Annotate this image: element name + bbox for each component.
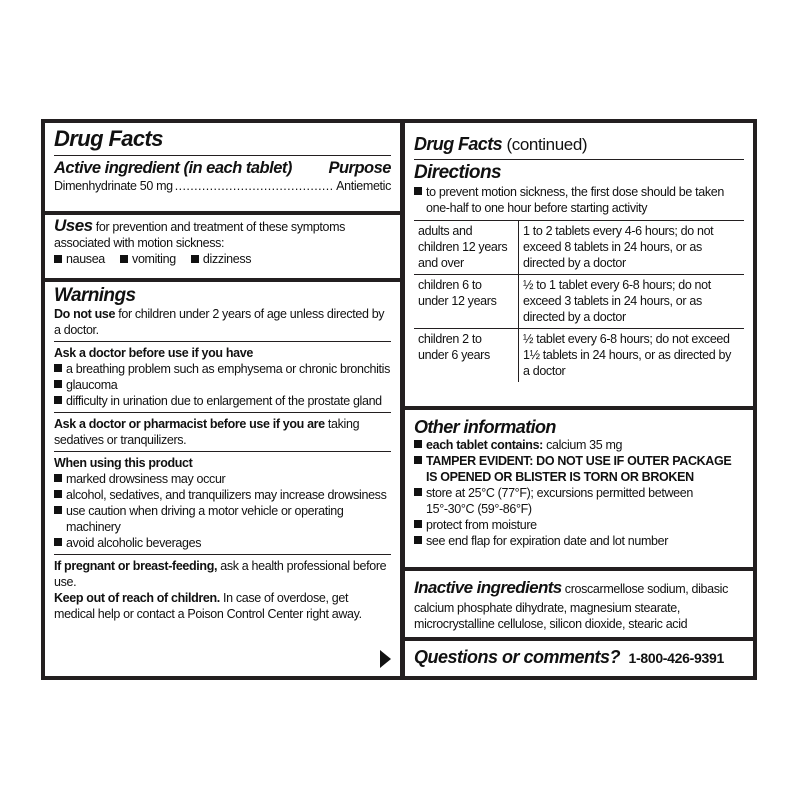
inactive-ingredients-text: croscarmellose sodium, dibasic calcium phosphate dihydrate, magnesium stearate, microcrystalline cellulose, silicon dioxide, stearic acid bbox=[414, 582, 728, 631]
bullet-square-icon bbox=[414, 187, 422, 195]
symptom-item: dizziness bbox=[191, 252, 251, 266]
symptom-item: nausea bbox=[54, 252, 105, 266]
tamper-evident-text: TAMPER EVIDENT: DO NOT USE IF OUTER PACKAGE IS OPENED OR BLISTER IS TORN OR BROKEN bbox=[426, 454, 732, 484]
children-text: In case of overdose, get medical help or contact a Poison Control Center right away. bbox=[54, 591, 362, 621]
age-group-cell: adults and children 12 years and over bbox=[414, 221, 519, 275]
table-row bbox=[414, 275, 744, 329]
questions-panel bbox=[405, 641, 753, 676]
symptom-item: vomiting bbox=[120, 252, 176, 266]
bullet-square-icon bbox=[414, 488, 422, 496]
dosage-table bbox=[414, 221, 744, 382]
continued-label: (continued) bbox=[506, 135, 588, 154]
inactive-ingredients-block bbox=[414, 576, 744, 632]
pregnant-label: If pregnant or breast-feeding, bbox=[54, 559, 218, 573]
title-rule bbox=[414, 159, 744, 160]
dot-leader bbox=[175, 178, 334, 194]
bullet-square-icon bbox=[191, 255, 199, 263]
section-rule bbox=[54, 412, 391, 413]
uses-text-block bbox=[54, 218, 391, 251]
drug-facts-title: Drug Facts bbox=[54, 126, 163, 151]
table-row bbox=[414, 329, 744, 383]
directions-heading: Directions bbox=[414, 162, 501, 183]
continue-arrow-icon bbox=[380, 650, 391, 668]
list-item: each tablet contains: calcium 35 mg bbox=[414, 437, 744, 453]
list-item: protect from moisture bbox=[414, 517, 744, 533]
do-not-use-label: Do not use bbox=[54, 307, 116, 321]
warnings-heading: Warnings bbox=[54, 285, 136, 306]
when-using-list bbox=[54, 471, 391, 551]
section-rule bbox=[54, 554, 391, 555]
bullet-square-icon bbox=[54, 364, 62, 372]
bullet-square-icon bbox=[414, 456, 422, 464]
pregnant-block bbox=[54, 558, 391, 590]
children-label: Keep out of reach of children. bbox=[54, 591, 220, 605]
bullet-square-icon bbox=[54, 506, 62, 514]
questions-phone: 1-800-426-9391 bbox=[628, 650, 724, 666]
pregnant-text: ask a health professional before use. bbox=[54, 559, 387, 589]
list-item: see end flap for expiration date and lot number bbox=[414, 533, 744, 549]
ingredient-row bbox=[54, 178, 391, 194]
purpose-heading: Purpose bbox=[328, 159, 391, 177]
ask-pharmacist-label: Ask a doctor or pharmacist before use if you are bbox=[54, 417, 325, 431]
inactive-ingredients-heading: Inactive ingredients bbox=[414, 578, 562, 597]
list-item: store at 25°C (77°F); excursions permitted between 15°-30°C (59°-86°F) bbox=[414, 485, 744, 517]
title-rule bbox=[54, 155, 391, 156]
bullet-square-icon bbox=[54, 490, 62, 498]
ask-doctor-list bbox=[54, 361, 391, 409]
uses-text: for prevention and treatment of these symptoms associated with motion sickness: bbox=[54, 220, 346, 250]
list-item: glaucoma bbox=[54, 377, 391, 393]
uses-symptom-list bbox=[54, 251, 391, 267]
other-information-heading: Other information bbox=[414, 417, 556, 437]
active-ingredient-heading: Active ingredient (in each tablet) bbox=[54, 159, 292, 177]
list-item: marked drowsiness may occur bbox=[54, 471, 391, 487]
do-not-use-text: for children under 2 years of age unless directed by a doctor. bbox=[54, 307, 385, 337]
dose-cell: ½ tablet every 6-8 hours; do not exceed 1½ tablets in 24 hours, or as directed by a doctor bbox=[519, 329, 745, 383]
bullet-square-icon bbox=[54, 255, 62, 263]
list-item: a breathing problem such as emphysema or chronic bronchitis bbox=[54, 361, 391, 377]
list-item: to prevent motion sickness, the first dose should be taken one-half to one hour before starting activity bbox=[414, 184, 744, 216]
list-item: difficulty in urination due to enlargement of the prostate gland bbox=[54, 393, 391, 409]
directions-panel bbox=[405, 123, 753, 406]
ask-pharmacist-block bbox=[54, 416, 391, 448]
ask-doctor-heading: Ask a doctor before use if you have bbox=[54, 346, 253, 360]
bullet-square-icon bbox=[54, 380, 62, 388]
bullet-square-icon bbox=[414, 440, 422, 448]
ask-pharmacist-text: taking sedatives or tranquilizers. bbox=[54, 417, 360, 447]
uses-heading: Uses bbox=[54, 216, 93, 235]
do-not-use-block bbox=[54, 306, 391, 338]
bullet-square-icon bbox=[120, 255, 128, 263]
other-information-list bbox=[414, 437, 744, 549]
section-rule bbox=[54, 341, 391, 342]
drug-facts-continued-title: Drug Facts bbox=[414, 134, 503, 154]
list-item: alcohol, sedatives, and tranquilizers may increase drowsiness bbox=[54, 487, 391, 503]
when-using-heading: When using this product bbox=[54, 456, 193, 470]
age-group-cell: children 6 to under 12 years bbox=[414, 275, 519, 329]
other-information-panel bbox=[405, 410, 753, 567]
directions-intro-list bbox=[414, 184, 744, 216]
bullet-square-icon bbox=[54, 396, 62, 404]
list-item bbox=[414, 453, 744, 485]
section-rule bbox=[54, 451, 391, 452]
bullet-square-icon bbox=[54, 474, 62, 482]
inactive-ingredients-panel bbox=[405, 571, 753, 637]
warnings-panel bbox=[45, 282, 400, 676]
ingredient-purpose: Antiemetic bbox=[336, 179, 391, 193]
dose-cell: ½ to 1 tablet every 6-8 hours; do not exceed 3 tablets in 24 hours, or as directed by a doctor bbox=[519, 275, 745, 329]
active-ingredient-header bbox=[54, 159, 391, 178]
drug-facts-continued-header bbox=[414, 132, 744, 156]
bullet-square-icon bbox=[54, 538, 62, 546]
list-item: avoid alcoholic beverages bbox=[54, 535, 391, 551]
age-group-cell: children 2 to under 6 years bbox=[414, 329, 519, 383]
bullet-square-icon bbox=[414, 520, 422, 528]
dose-cell: 1 to 2 tablets every 4-6 hours; do not exceed 8 tablets in 24 hours, or as directed by a doctor bbox=[523, 224, 714, 270]
list-item: use caution when driving a motor vehicle or operating machinery bbox=[54, 503, 391, 535]
ingredient-name: Dimenhydrinate 50 mg bbox=[54, 179, 173, 193]
questions-heading: Questions or comments? bbox=[414, 647, 621, 667]
bullet-square-icon bbox=[414, 536, 422, 544]
keep-out-of-reach-block bbox=[54, 590, 391, 622]
uses-panel bbox=[45, 215, 400, 278]
table-row bbox=[414, 221, 744, 275]
active-ingredient-panel bbox=[45, 123, 400, 211]
